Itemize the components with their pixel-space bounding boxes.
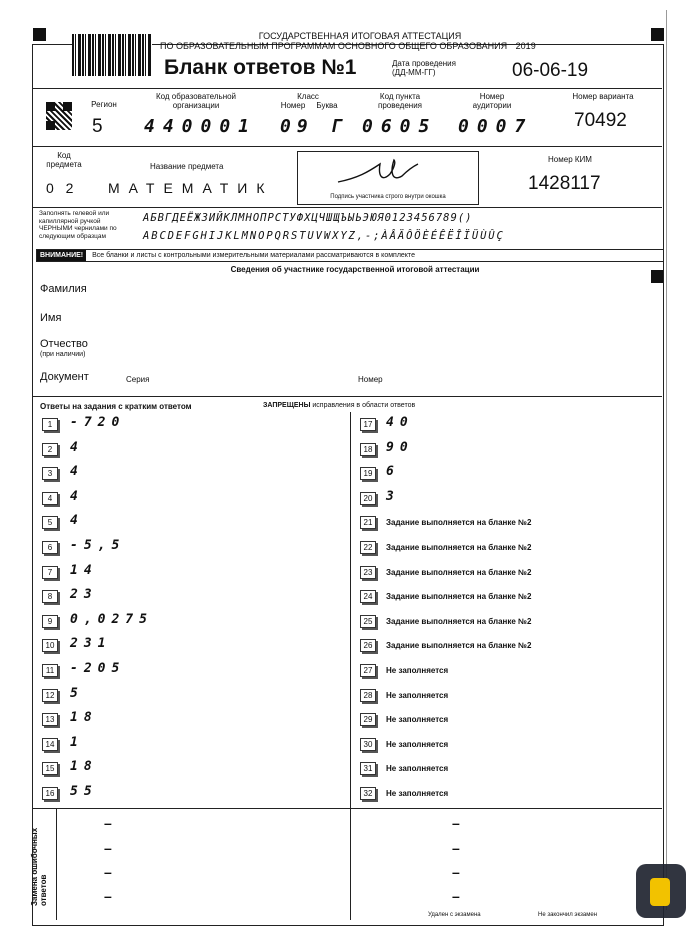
- answer-number-18: 18: [360, 443, 376, 456]
- answer-number-10: 10: [42, 639, 58, 652]
- signature-mark: [298, 152, 478, 194]
- replacement-label-divider: [56, 808, 57, 920]
- corner-marker-top-left: [33, 28, 46, 41]
- answer-number-14: 14: [42, 738, 58, 751]
- footer-left: Удален с экзамена: [428, 912, 481, 918]
- name-label: Имя: [40, 312, 62, 324]
- answer-number-7: 7: [42, 566, 58, 579]
- warning-label: ВНИМАНИЕ!: [37, 250, 86, 261]
- number-label: Номер: [358, 375, 383, 384]
- answer-value-31: Не заполняется: [386, 764, 449, 773]
- answer-value-20: 3: [386, 489, 400, 504]
- sample-row-latin: ABCDEFGHIJKLMNOPQRSTUVWXYZ,-;ÀÂÄÔÖÈÉÊËÎÏÜÙÛÇ: [143, 230, 505, 242]
- answer-value-13: 18: [70, 710, 98, 725]
- date-format-text: (ДД-ММ-ГГ): [392, 68, 436, 77]
- answer-number-23: 23: [360, 566, 376, 579]
- answer-number-9: 9: [42, 615, 58, 628]
- qr-code: [46, 102, 72, 130]
- answer-value-28: Не заполняется: [386, 691, 449, 700]
- class-value: 09 Г: [280, 116, 348, 137]
- class-num-label: Номер: [280, 101, 306, 110]
- replacement-dash: –: [104, 840, 112, 856]
- replacement-dash: –: [452, 815, 460, 831]
- answer-value-16: 55: [70, 784, 98, 799]
- answer-number-19: 19: [360, 467, 376, 480]
- answer-value-14: 1: [70, 735, 84, 750]
- answer-number-2: 2: [42, 443, 58, 456]
- date-label-text: Дата проведения: [392, 59, 456, 68]
- region-label: Регион: [91, 100, 117, 109]
- document-label: Документ: [40, 371, 89, 383]
- answers-prohibited: [263, 402, 415, 409]
- warning-text: Все бланки и листы с контрольными измерительными материалами рассматриваются в комплекте: [92, 252, 415, 259]
- answer-number-3: 3: [42, 467, 58, 480]
- answer-value-29: Не заполняется: [386, 715, 449, 724]
- answers-title: Ответы на задания с кратким ответом: [40, 402, 192, 411]
- answer-value-26: Задание выполняется на бланке №2: [386, 641, 532, 650]
- answer-number-30: 30: [360, 738, 376, 751]
- replacement-dash: –: [104, 864, 112, 880]
- sample-instruction: Заполнять гелевой или капиллярной ручкой ЧЕРНЫМИ чернилами по следующим образцам: [39, 210, 117, 240]
- answer-number-1: 1: [42, 418, 58, 431]
- answer-value-9: 0,0275: [70, 612, 153, 627]
- answer-value-17: 40: [386, 415, 414, 430]
- answer-number-27: 27: [360, 664, 376, 677]
- answer-value-12: 5: [70, 686, 84, 701]
- variant-label: Номер варианта: [572, 92, 634, 101]
- answer-value-3: 4: [70, 464, 84, 479]
- answer-value-5: 4: [70, 513, 84, 528]
- answer-value-6: -5,5: [70, 538, 126, 553]
- answer-value-15: 18: [70, 759, 98, 774]
- answer-value-8: 23: [70, 587, 98, 602]
- room-value: 0007: [458, 116, 534, 137]
- form-title: Бланк ответов №1: [164, 56, 357, 79]
- watermark-logo: [636, 864, 686, 918]
- replacement-dash: –: [104, 888, 112, 904]
- answer-number-11: 11: [42, 664, 58, 677]
- answer-number-29: 29: [360, 713, 376, 726]
- kim-value: 1428117: [528, 173, 601, 194]
- patronymic-note: (при наличии): [40, 351, 86, 358]
- answer-number-28: 28: [360, 689, 376, 702]
- surname-label: Фамилия: [40, 283, 87, 295]
- answer-number-25: 25: [360, 615, 376, 628]
- subject-divider: [32, 207, 662, 208]
- replacement-label: Замена ошибочных ответов: [30, 827, 48, 906]
- header-line-2: [160, 41, 580, 51]
- answer-value-4: 4: [70, 489, 84, 504]
- replacement-column-divider: [350, 808, 351, 920]
- answer-number-4: 4: [42, 492, 58, 505]
- class-label: Класс: [297, 92, 319, 101]
- subject-code-label: Код предмета: [46, 151, 82, 169]
- answer-value-21: Задание выполняется на бланке №2: [386, 518, 532, 527]
- variant-value: 70492: [574, 110, 627, 131]
- answer-number-12: 12: [42, 689, 58, 702]
- answer-number-6: 6: [42, 541, 58, 554]
- answer-number-17: 17: [360, 418, 376, 431]
- kim-label: Номер КИМ: [548, 155, 592, 164]
- point-label: Код пункта проведения: [378, 92, 422, 110]
- answer-number-8: 8: [42, 590, 58, 603]
- series-label: Серия: [126, 375, 150, 384]
- prohibited-rest: исправления в области ответов: [312, 402, 416, 409]
- answer-value-2: 4: [70, 440, 84, 455]
- answer-number-31: 31: [360, 762, 376, 775]
- answer-value-24: Задание выполняется на бланке №2: [386, 592, 532, 601]
- replacement-dash: –: [104, 815, 112, 831]
- date-value: 06-06-19: [512, 60, 589, 81]
- footer-right: Не закончил экзамен: [538, 912, 598, 918]
- header-program: ПО ОБРАЗОВАТЕЛЬНЫМ ПРОГРАММАМ ОСНОВНОГО ОБЩЕГО ОБРАЗОВАНИЯ: [160, 41, 508, 51]
- answers-divider: [32, 808, 662, 809]
- answer-number-20: 20: [360, 492, 376, 505]
- participant-divider: [32, 396, 662, 397]
- signature-caption: Подпись участника строго внутри окошка: [330, 194, 446, 200]
- prohibited-bold: ЗАПРЕЩЕНЫ: [263, 402, 311, 409]
- answer-number-21: 21: [360, 516, 376, 529]
- answer-number-24: 24: [360, 590, 376, 603]
- point-value: 0605: [362, 116, 438, 137]
- region-value: 5: [92, 116, 103, 137]
- patronymic-label: Отчество: [40, 338, 88, 350]
- header-year: 2019: [515, 41, 536, 51]
- corner-marker-top-right: [651, 28, 664, 41]
- answer-value-25: Задание выполняется на бланке №2: [386, 617, 532, 626]
- replacement-dash: –: [452, 888, 460, 904]
- answer-value-7: 14: [70, 563, 98, 578]
- page-edge-line: [666, 10, 667, 910]
- org-value: 440001: [144, 116, 258, 137]
- answers-column-divider: [350, 412, 351, 808]
- replacement-dash: –: [452, 864, 460, 880]
- answer-number-26: 26: [360, 639, 376, 652]
- answer-number-32: 32: [360, 787, 376, 800]
- room-label: Номер аудитории: [472, 92, 512, 110]
- warning-row: [36, 249, 664, 262]
- class-letter-label: Буква: [316, 101, 338, 110]
- header-line-1: ГОСУДАРСТВЕННАЯ ИТОГОВАЯ АТТЕСТАЦИЯ: [258, 31, 462, 41]
- answer-value-27: Не заполняется: [386, 666, 449, 675]
- answer-value-18: 90: [386, 440, 414, 455]
- answer-value-30: Не заполняется: [386, 740, 449, 749]
- replacement-dash: –: [452, 840, 460, 856]
- answer-number-13: 13: [42, 713, 58, 726]
- participant-section-title: Сведения об участнике государственной итоговой аттестации: [230, 265, 480, 274]
- org-label: Код образовательной организации: [155, 92, 237, 110]
- answer-number-16: 16: [42, 787, 58, 800]
- info-divider: [32, 146, 662, 147]
- date-label: [392, 59, 456, 77]
- answer-value-22: Задание выполняется на бланке №2: [386, 543, 532, 552]
- answer-value-1: -720: [70, 415, 126, 430]
- answer-value-10: 231: [70, 636, 112, 651]
- sample-row-cyrillic: АБВГДЕЁЖЗИЙКЛМНОПРСТУФХЦЧШЩЪЫЬЭЮЯ0123456789(): [143, 212, 473, 224]
- answer-value-23: Задание выполняется на бланке №2: [386, 568, 532, 577]
- answer-value-19: 6: [386, 464, 400, 479]
- answer-value-32: Не заполняется: [386, 789, 449, 798]
- header-divider: [32, 88, 662, 89]
- subject-name-label: Название предмета: [150, 162, 224, 171]
- subject-code-value: 0 2: [46, 180, 78, 196]
- barcode: [72, 34, 152, 76]
- answer-number-5: 5: [42, 516, 58, 529]
- answer-number-15: 15: [42, 762, 58, 775]
- signature-box: [297, 151, 479, 205]
- answer-number-22: 22: [360, 541, 376, 554]
- answer-value-11: -205: [70, 661, 126, 676]
- subject-name-value: МАТЕМАТИК: [108, 180, 274, 196]
